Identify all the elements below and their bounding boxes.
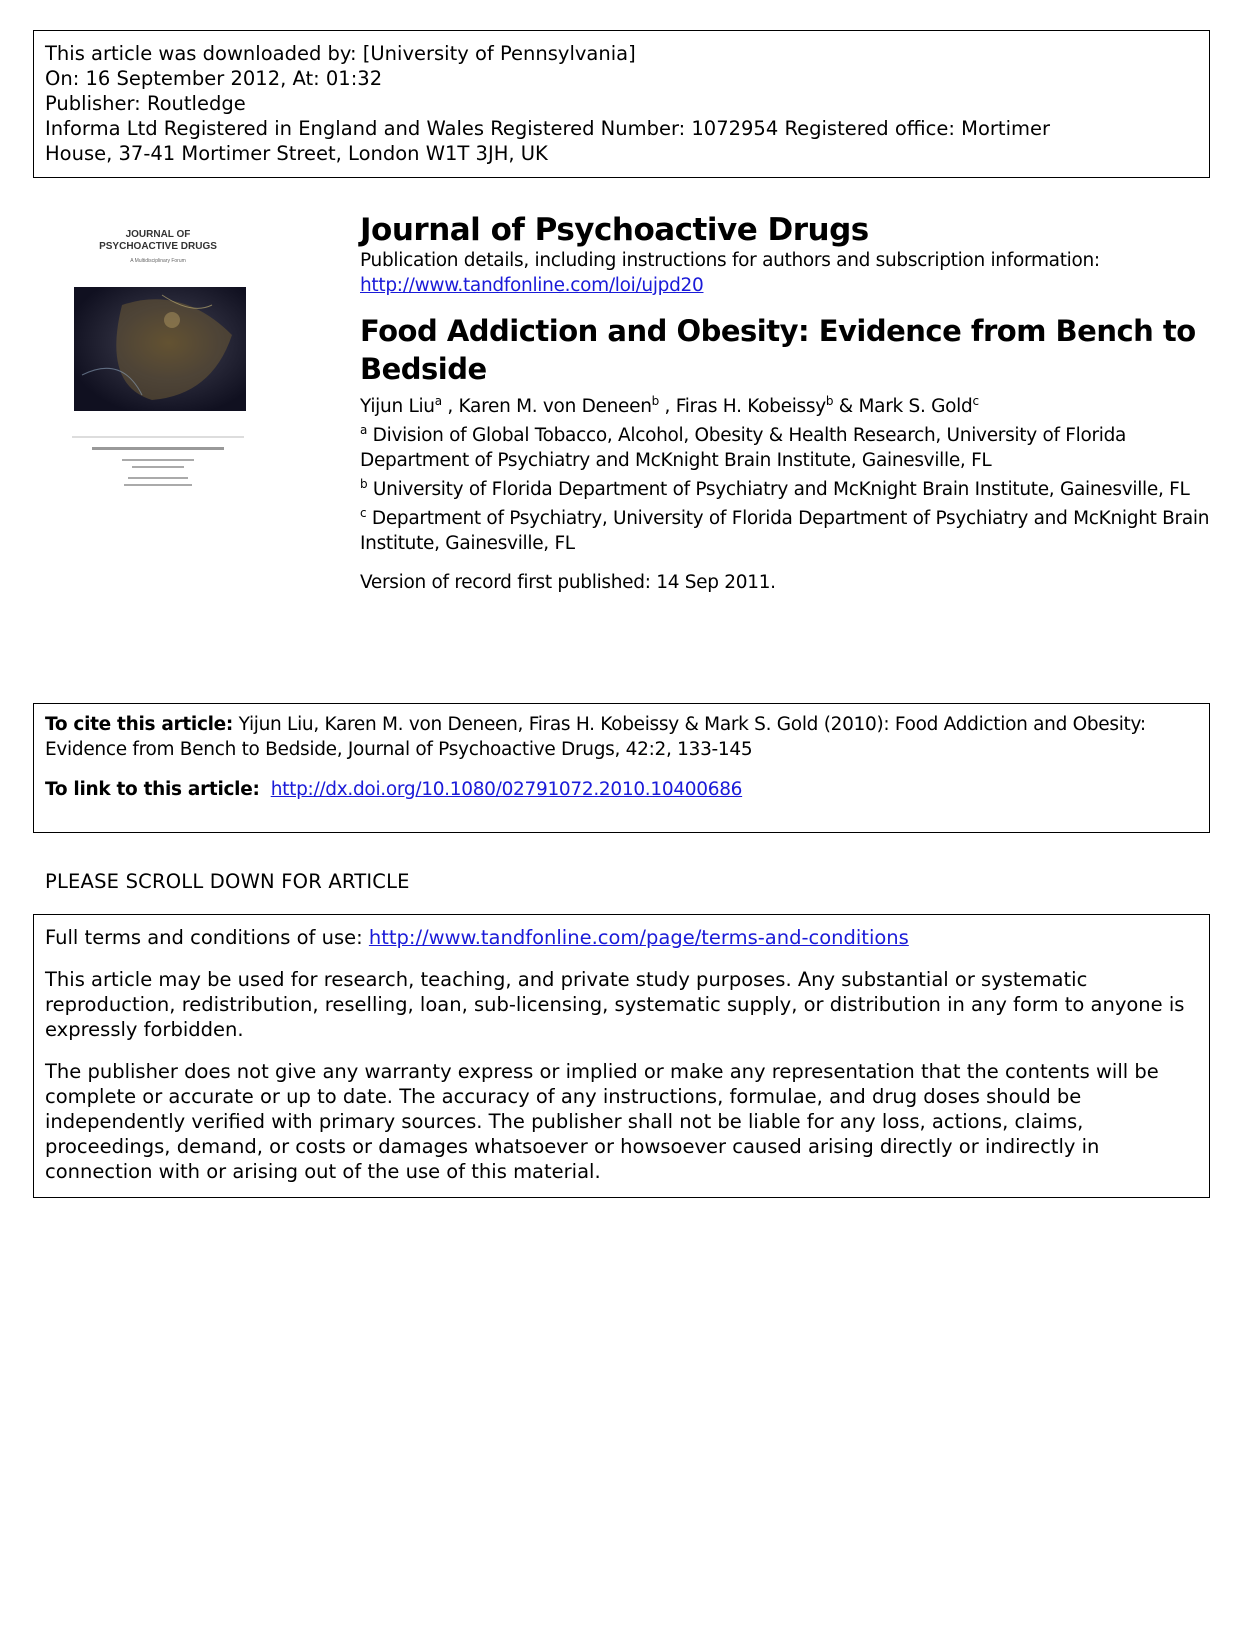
terms-row <box>45 925 1198 950</box>
affiliation <box>360 423 1210 473</box>
version-of-record: Version of record first published: 14 Sep 2011. <box>360 572 776 593</box>
author-name: Firas H. Kobeissy <box>675 396 826 417</box>
cover-art <box>62 225 254 525</box>
terms-box <box>33 914 1210 1198</box>
download-line: This article was downloaded by: [University of Pennsylvania] <box>45 42 636 65</box>
cite-text: Yijun Liu, Karen M. von Deneen, Firas H. Kobeissy & Mark S. Gold (2010): Food Addiction and Obesity: Evidence from Bench to Bedside, Journal of Psychoactive Drugs, 42:2, 133-145 <box>45 714 1146 760</box>
article-header <box>360 212 1210 595</box>
download-date-line: On: 16 September 2012, At: 01:32 <box>45 67 383 90</box>
affiliation-mark: c <box>360 506 367 520</box>
publisher-line: Publisher: Routledge <box>45 92 246 115</box>
affiliation-text: University of Florida Department of Psychiatry and McKnight Brain Institute, Gainesville, FL <box>372 479 1190 500</box>
terms-paragraph: This article may be used for research, teaching, and private study purposes. Any substantial or systematic reproduction, redistribution, reselling, loan, sub-licensing, systematic supply, or distribution in any form to anyone is expressly forbidden. <box>45 968 1185 1041</box>
citation-row <box>45 712 1198 762</box>
author-mark: b <box>651 394 659 408</box>
affiliation-mark: a <box>360 423 368 437</box>
author-mark: b <box>825 394 834 408</box>
author-separator: , <box>658 396 676 417</box>
doi-row <box>45 777 1198 802</box>
terms-paragraph: The publisher does not give any warranty express or implied or make any representation that the contents will be complete or accurate or up to date. The accuracy of any instructions, formulae, and drug doses should be independently verified with primary sources. The publisher shall not be liable for any loss, actions, claims, proceedings, demand, or costs or damages whatsoever or howsoever caused arising directly or indirectly in connection with or arising out of the use of this material. <box>45 1060 1159 1183</box>
author-separator: & <box>833 396 859 417</box>
author-name: Mark S. Gold <box>858 396 973 417</box>
scroll-down-note: PLEASE SCROLL DOWN FOR ARTICLE <box>45 870 410 893</box>
affiliation <box>360 506 1210 556</box>
terms-link[interactable]: http://www.tandfonline.com/page/terms-and-conditions <box>368 926 909 949</box>
journal-url-link[interactable]: http://www.tandfonline.com/loi/ujpd20 <box>360 275 704 296</box>
cover-title-line1: JOURNAL OF <box>125 229 191 240</box>
cover-subtitle: A Multidisciplinary Forum <box>130 258 186 264</box>
affiliation <box>360 477 1210 502</box>
journal-cover-image <box>62 225 254 525</box>
cite-label: To cite this article: <box>45 714 234 735</box>
citation-box <box>33 703 1210 833</box>
author-name: Yijun Liu <box>360 396 435 417</box>
author-separator: , <box>441 396 459 417</box>
doi-link[interactable]: http://dx.doi.org/10.1080/02791072.2010.10400686 <box>270 779 743 800</box>
affiliation-text: Department of Psychiatry, University of Florida Department of Psychiatry and McKnight Brain Institute, Gainesville, FL <box>360 508 1210 554</box>
author-list <box>360 394 1210 419</box>
affiliation-text: Division of Global Tobacco, Alcohol, Obesity & Health Research, University of Florida Department of Psychiatry and McKnight Brain Institute, Gainesville, FL <box>360 425 1127 471</box>
author-mark: c <box>972 394 979 408</box>
article-title: Food Addiction and Obesity: Evidence from Bench to Bedside <box>360 314 1196 386</box>
link-label: To link to this article: <box>45 779 260 800</box>
download-info-box <box>33 30 1210 178</box>
address-line: House, 37-41 Mortimer Street, London W1T 3JH, UK <box>45 142 548 165</box>
registration-line: Informa Ltd Registered in England and Wales Registered Number: 1072954 Registered office: Mortimer <box>45 117 1050 140</box>
author-name: Karen M. von Deneen <box>458 396 652 417</box>
journal-title: Journal of Psychoactive Drugs <box>360 212 869 248</box>
affiliation-mark: b <box>360 477 368 491</box>
terms-label: Full terms and conditions of use: <box>45 926 363 949</box>
publication-details: Publication details, including instructions for authors and subscription information: <box>360 250 1100 271</box>
cover-title-line2: PSYCHOACTIVE DRUGS <box>99 241 217 252</box>
author-mark: a <box>434 394 442 408</box>
